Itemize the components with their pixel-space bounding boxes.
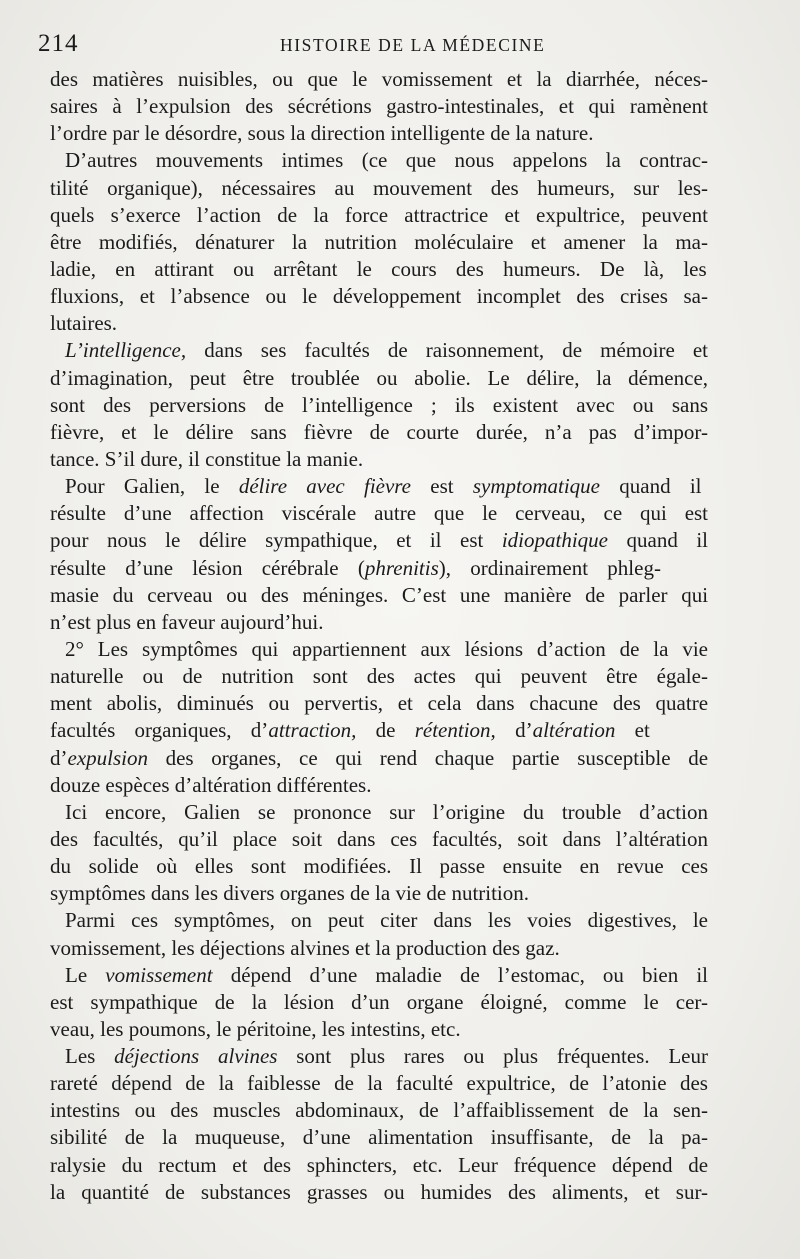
text-line [50, 1124, 708, 1151]
text-segment: ment abolis, diminués ou pervertis, et cela dans chacune des quatre [50, 691, 709, 716]
text-line [50, 907, 708, 934]
text-segment: douze espèces d’altération différentes. [50, 772, 372, 797]
text-line [50, 1152, 708, 1179]
text-line [50, 1097, 708, 1124]
text-line [50, 989, 708, 1016]
text-line [50, 663, 708, 690]
text-segment: D’autres mouvements intimes (ce que nous appelons la contrac- [65, 148, 709, 173]
text-segment: intestins ou des muscles abdominaux, de l’affaiblissement de la sen- [50, 1098, 708, 1123]
text-line [50, 582, 708, 609]
text-segment: Pour Galien, le [65, 474, 239, 499]
text-segment: fluxions, et l’absence ou le développement incomplet des crises sa- [50, 284, 708, 309]
text-line [50, 500, 708, 527]
text-segment: est sympathique de la lésion d’un organe éloigné, comme le cer- [50, 989, 708, 1014]
text-segment: rareté dépend de la faiblesse de la faculté expultrice, de l’atonie des [50, 1071, 708, 1096]
text-line [50, 935, 708, 962]
text-segment: d’ [495, 718, 533, 743]
text-line [50, 202, 708, 229]
text-line [50, 310, 708, 337]
text-segment: résulte d’une lésion cérébrale ( [50, 555, 365, 580]
text-segment: fièvre, et le délire sans fièvre de courte durée, n’a pas d’impor- [50, 419, 708, 444]
text-segment: du solide où elles sont modifiées. Il passe ensuite en revue ces [50, 854, 709, 879]
text-segment: d’imagination, peut être troublée ou abolie. Le délire, la démence, [50, 365, 709, 390]
italic-text: symptomatique [472, 474, 600, 499]
text-segment: sont plus rares ou plus fréquentes. Leur [277, 1044, 708, 1069]
text-segment: dans ses facultés de raisonnement, de mémoire et [186, 338, 709, 363]
text-line [50, 1179, 708, 1206]
text-segment: et [615, 718, 650, 743]
text-segment: naturelle ou de nutrition sont des actes qui peuvent être égale- [50, 664, 708, 689]
text-line [50, 66, 708, 93]
italic-text: altération [532, 718, 616, 743]
text-segment: des organes, ce qui rend chaque partie susceptible de [147, 745, 709, 770]
text-line [50, 636, 708, 663]
page-number: 214 [38, 30, 79, 57]
italic-text: délire avec fièvre [238, 474, 412, 499]
text-segment: quand il [608, 528, 709, 553]
italic-text: vomissement [105, 962, 213, 987]
text-segment: dépend d’une maladie de l’estomac, ou bien il [212, 962, 709, 987]
text-line [50, 609, 708, 636]
text-line [50, 1043, 708, 1070]
text-segment: la quantité de substances grasses ou humides des aliments, et sur- [50, 1179, 709, 1204]
italic-text: phrenitis [364, 555, 439, 580]
text-line [50, 1016, 708, 1043]
text-line [50, 283, 708, 310]
text-segment: veau, les poumons, le péritoine, les intestins, etc. [50, 1016, 461, 1041]
text-segment: quels s’exerce l’action de la force attractrice et expultrice, peuvent [50, 202, 708, 227]
text-segment: sont des perversions de l’intelligence ; ils existent avec ou sans [50, 392, 709, 417]
text-line [50, 337, 708, 364]
text-line [50, 256, 708, 283]
text-segment: ladie, en attirant ou arrêtant le cours des humeurs. De là, les [50, 256, 707, 281]
text-segment: Ici encore, Galien se prononce sur l’origine du trouble d’action [65, 799, 708, 824]
italic-text: déjections alvines [114, 1044, 278, 1069]
italic-text: attraction, [268, 718, 357, 743]
text-line [50, 229, 708, 256]
text-line [50, 853, 708, 880]
text-segment: lutaires. [50, 311, 118, 336]
running-title: HISTOIRE DE LA MÉDECINE [280, 35, 546, 55]
text-line [50, 473, 708, 500]
text-line [50, 962, 708, 989]
text-segment: 2° Les symptômes qui appartiennent aux lésions d’action de la vie [65, 636, 708, 661]
text-line [50, 120, 708, 147]
text-segment: tance. S’il dure, il constitue la manie. [50, 446, 364, 471]
text-segment: l’ordre par le désordre, sous la direction intelligente de la nature. [50, 121, 594, 146]
italic-text: expulsion [67, 745, 148, 770]
text-segment: sibilité de la muqueuse, d’une alimentation insuffisante, de la pa- [50, 1125, 708, 1150]
text-line [50, 745, 708, 772]
text-segment: facultés organiques, d’ [50, 718, 269, 743]
text-line [50, 717, 708, 744]
italic-text: rétention, [414, 718, 496, 743]
text-line [50, 772, 708, 799]
text-line [50, 365, 708, 392]
text-line [50, 419, 708, 446]
text-segment: symptômes dans les divers organes de la vie de nutrition. [50, 881, 530, 906]
text-segment: ), ordinairement phleg- [438, 555, 661, 580]
text-line [50, 147, 708, 174]
text-segment: des matières nuisibles, ou que le vomissement et la diarrhée, néces- [50, 67, 709, 91]
text-segment: tilité organique), nécessaires au mouvement des humeurs, sur les- [50, 175, 709, 200]
text-line [50, 175, 708, 202]
text-segment: Le [65, 962, 106, 987]
text-segment: être modifiés, dénaturer la nutrition moléculaire et amener la ma- [50, 229, 708, 254]
text-segment: résulte d’une affection viscérale autre que le cerveau, ce qui est [50, 501, 709, 526]
text-line [50, 690, 708, 717]
text-segment: ralysie du rectum et des sphincters, etc. Leur fréquence dépend de [50, 1152, 709, 1177]
text-segment: Parmi ces symptômes, on peut citer dans les voies digestives, le [65, 908, 708, 933]
text-line [50, 799, 708, 826]
text-segment: vomissement, les déjections alvines et la production des gaz. [50, 935, 560, 960]
text-segment: n’est plus en faveur aujourd’hui. [50, 609, 324, 634]
text-line [50, 392, 708, 419]
text-line [50, 555, 708, 582]
text-line [50, 826, 708, 853]
text-line [50, 1070, 708, 1097]
italic-text: L’intelligence, [65, 338, 187, 363]
text-line [50, 93, 708, 120]
text-segment: quand il [600, 474, 702, 499]
page-header [38, 30, 768, 64]
text-segment: saires à l’expulsion des sécrétions gastro-intestinales, et qui ramènent [50, 94, 708, 119]
text-segment: est [411, 474, 473, 499]
italic-text: idiopathique [501, 528, 609, 553]
text-segment: d’ [50, 745, 68, 770]
text-line [50, 880, 708, 907]
text-segment: pour nous le délire sympathique, et il est [50, 528, 502, 553]
text-line [50, 446, 708, 473]
text-line [50, 527, 708, 554]
text-segment: Les [65, 1044, 115, 1069]
text-segment: des facultés, qu’il place soit dans ces facultés, soit dans l’altération [50, 826, 708, 851]
text-segment: masie du cerveau ou des méninges. C’est une manière de parler qui [50, 582, 709, 607]
body-text [50, 66, 708, 1206]
text-segment: de [356, 718, 415, 743]
